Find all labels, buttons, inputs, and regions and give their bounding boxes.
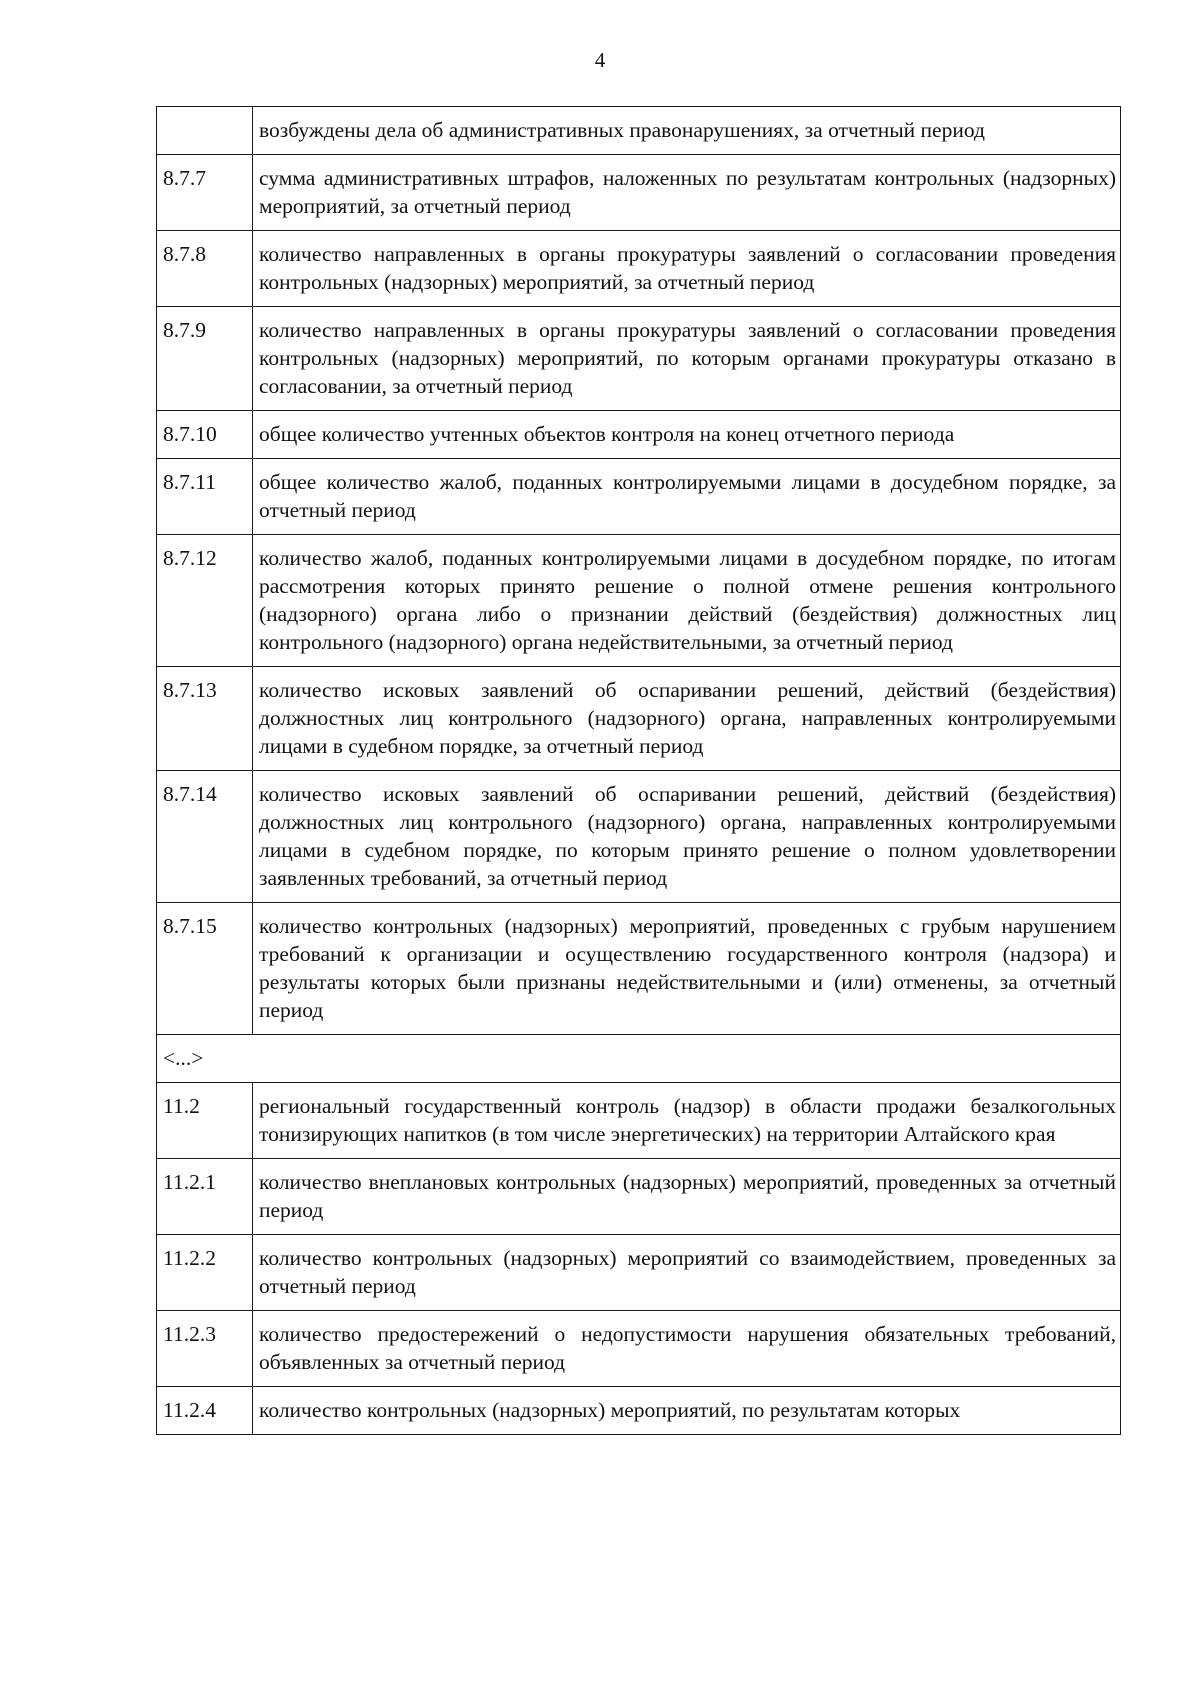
table-row — [157, 667, 1121, 771]
row-text: общее количество учтенных объектов контроля на конец отчетного периода — [253, 411, 1121, 459]
row-number: 8.7.12 — [157, 535, 253, 667]
table-row — [157, 1083, 1121, 1159]
row-text: количество исковых заявлений об оспаривании решений, действий (бездействия) должностных лиц контрольного (надзорного) органа, направленных контролируемыми лицами в судебном порядке, за отчетный период — [253, 667, 1121, 771]
table-row — [157, 535, 1121, 667]
row-number: 8.7.10 — [157, 411, 253, 459]
omission-marker: <...> — [157, 1035, 1121, 1083]
row-text: количество направленных в органы прокуратуры заявлений о согласовании проведения контрольных (надзорных) мероприятий, по которым органами прокуратуры отказано в согласовании, за отчетный период — [253, 307, 1121, 411]
row-text: количество контрольных (надзорных) мероприятий со взаимодействием, проведенных за отчетный период — [253, 1235, 1121, 1311]
row-number — [157, 107, 253, 155]
row-number: 11.2.3 — [157, 1311, 253, 1387]
row-text: количество направленных в органы прокуратуры заявлений о согласовании проведения контрольных (надзорных) мероприятий, за отчетный период — [253, 231, 1121, 307]
row-text: сумма административных штрафов, наложенных по результатам контрольных (надзорных) мероприятий, за отчетный период — [253, 155, 1121, 231]
row-text: общее количество жалоб, поданных контролируемыми лицами в досудебном порядке, за отчетный период — [253, 459, 1121, 535]
row-text: количество внеплановых контрольных (надзорных) мероприятий, проведенных за отчетный период — [253, 1159, 1121, 1235]
row-text: количество исковых заявлений об оспаривании решений, действий (бездействия) должностных лиц контрольного (надзорного) органа, направленных контролируемыми лицами в судебном порядке, по которым принято решение о полном удовлетворении заявленных требований, за отчетный период — [253, 771, 1121, 903]
row-number: 8.7.9 — [157, 307, 253, 411]
row-number: 8.7.14 — [157, 771, 253, 903]
row-number: 11.2.2 — [157, 1235, 253, 1311]
row-number: 8.7.7 — [157, 155, 253, 231]
table-row — [157, 771, 1121, 903]
row-text: региональный государственный контроль (надзор) в области продажи безалкогольных тонизирующих напитков (в том числе энергетических) на территории Алтайского края — [253, 1083, 1121, 1159]
table-row — [157, 1235, 1121, 1311]
row-number: 11.2.4 — [157, 1387, 253, 1435]
row-number: 11.2 — [157, 1083, 253, 1159]
table-row — [157, 307, 1121, 411]
table-row — [157, 459, 1121, 535]
row-text: количество контрольных (надзорных) мероприятий, проведенных с грубым нарушением требований к организации и осуществлению государственного контроля (надзора) и результаты которых были признаны недействительными и (или) отменены, за отчетный период — [253, 903, 1121, 1035]
table-row — [157, 231, 1121, 307]
row-text: количество жалоб, поданных контролируемыми лицами в досудебном порядке, по итогам рассмотрения которых принято решение о полной отмене решения контрольного (надзорного) органа либо о признании действий (бездействия) должностных лиц контрольного (надзорного) органа недействительными, за отчетный период — [253, 535, 1121, 667]
indicators-table — [156, 106, 1121, 1435]
table-row — [157, 903, 1121, 1035]
table-row — [157, 1387, 1121, 1435]
table-row — [157, 1311, 1121, 1387]
table-row-ellipsis — [157, 1035, 1121, 1083]
table-row — [157, 107, 1121, 155]
row-text: количество предостережений о недопустимости нарушения обязательных требований, объявленных за отчетный период — [253, 1311, 1121, 1387]
row-number: 8.7.11 — [157, 459, 253, 535]
table-row — [157, 411, 1121, 459]
row-number: 11.2.1 — [157, 1159, 253, 1235]
page-number: 4 — [594, 48, 606, 72]
row-number: 8.7.8 — [157, 231, 253, 307]
row-text: количество контрольных (надзорных) мероприятий, по результатам которых — [253, 1387, 1121, 1435]
row-text: возбуждены дела об административных правонарушениях, за отчетный период — [253, 107, 1121, 155]
row-number: 8.7.15 — [157, 903, 253, 1035]
table-row — [157, 1159, 1121, 1235]
table-row — [157, 155, 1121, 231]
row-number: 8.7.13 — [157, 667, 253, 771]
